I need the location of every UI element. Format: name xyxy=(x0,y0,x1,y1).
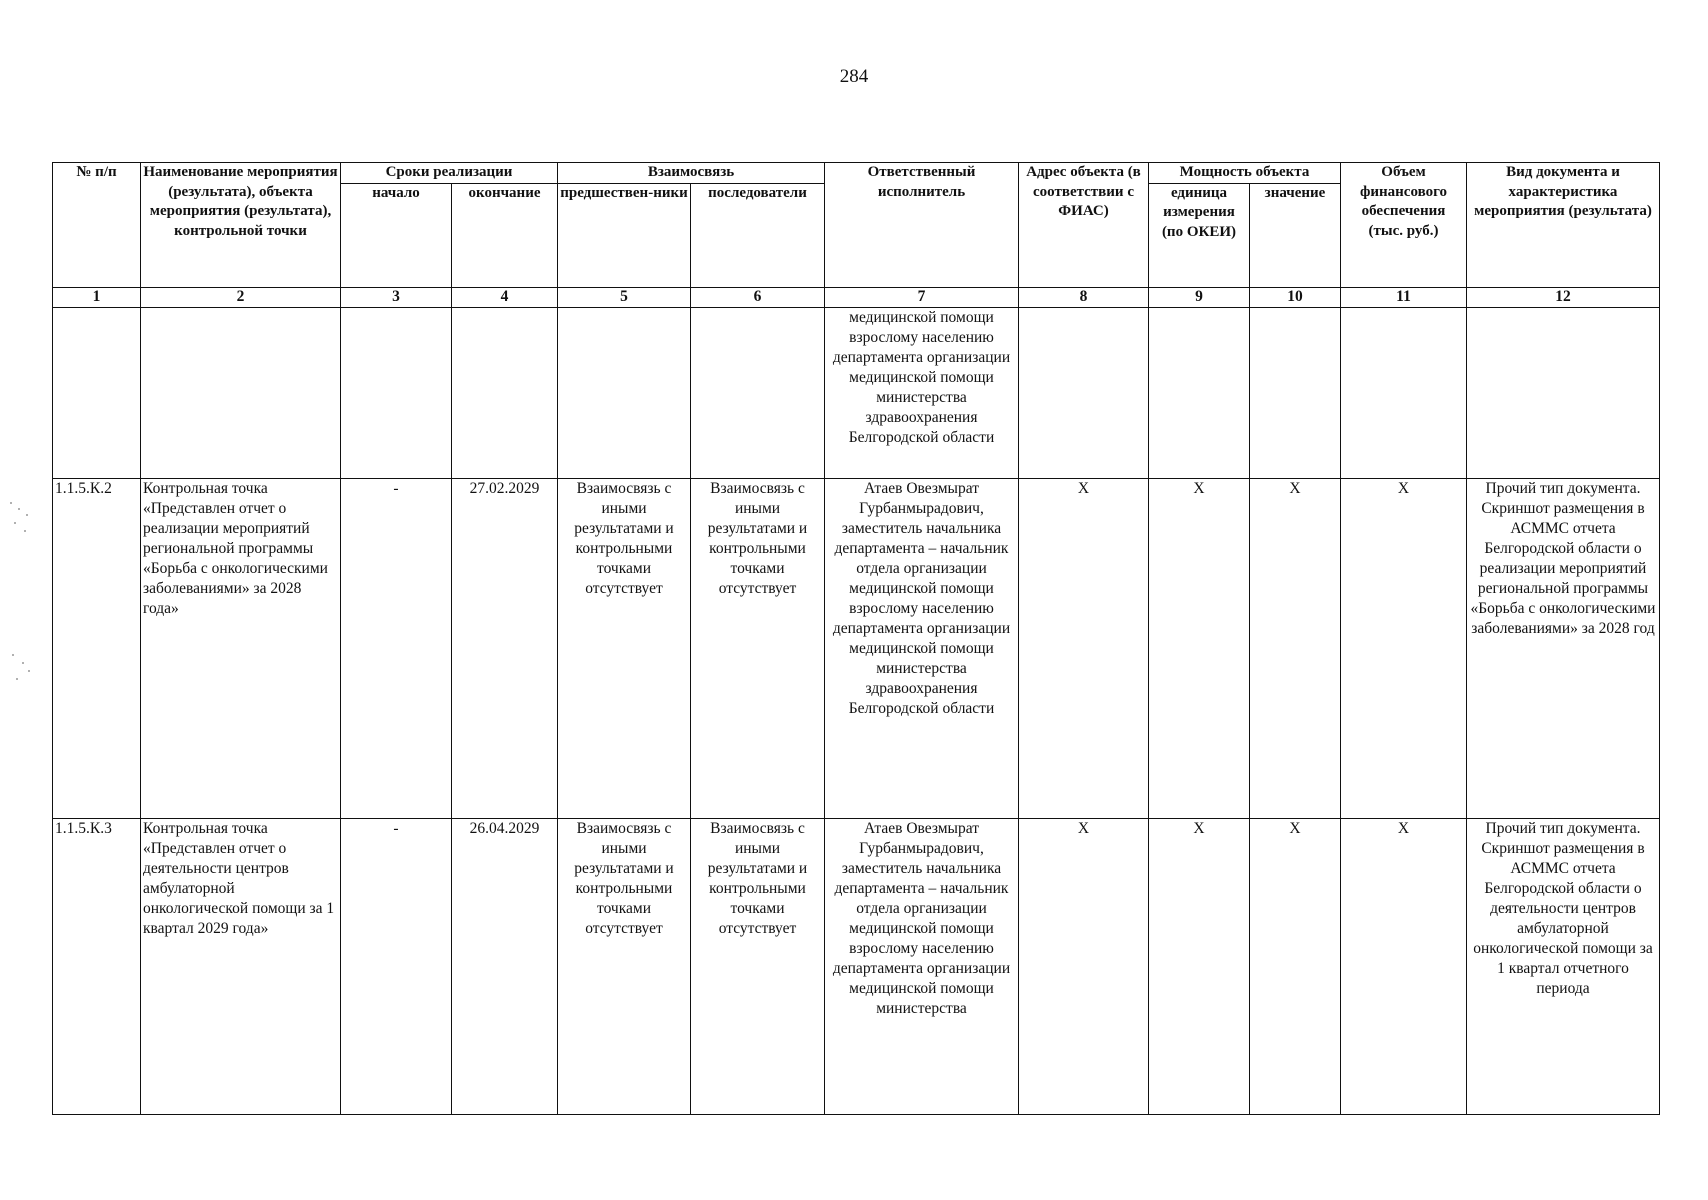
header-responsible: Ответственный исполнитель xyxy=(825,163,1019,288)
column-number: 12 xyxy=(1467,287,1660,307)
column-number: 2 xyxy=(141,287,341,307)
row-doc: Прочий тип документа. Скриншот размещения в АСММС отчета Белгородской области о деятельности центров амбулаторной онкологической помощи за 1 квартал отчетного периода xyxy=(1467,818,1660,1114)
row-responsible: Атаев Овезмырат Гурбанмырадович, заместитель начальника департамента – начальник отдела организации медицинской помощи взрослому населению департамента организации медицинской помощи министерства xyxy=(825,818,1019,1114)
header-relation: Взаимосвязь xyxy=(558,163,825,184)
scan-specks xyxy=(6,650,36,690)
column-number-row xyxy=(53,287,1660,307)
header-funding: Объем финансового обеспечения (тыс. руб.) xyxy=(1341,163,1467,288)
page-number: 284 xyxy=(839,66,869,87)
row-successors: Взаимосвязь с иными результатами и контрольными точками отсутствует xyxy=(691,478,825,818)
column-number: 7 xyxy=(825,287,1019,307)
header-value: значение xyxy=(1250,183,1341,287)
responsible-cell: медицинской помощи взрослому населению департамента организации медицинской помощи министерства здравоохранения Белгородской области xyxy=(825,307,1019,478)
row-start: - xyxy=(341,478,452,818)
row-end: 26.04.2029 xyxy=(452,818,558,1114)
header-terms: Сроки реализации xyxy=(341,163,558,184)
header-successors: последователи xyxy=(691,183,825,287)
column-number: 6 xyxy=(691,287,825,307)
row-start: - xyxy=(341,818,452,1114)
column-number: 11 xyxy=(1341,287,1467,307)
header-address: Адрес объекта (в соответствии с ФИАС) xyxy=(1019,163,1149,288)
column-number: 5 xyxy=(558,287,691,307)
row-predecessors: Взаимосвязь с иными результатами и контрольными точками отсутствует xyxy=(558,478,691,818)
header-end: окончание xyxy=(452,183,558,287)
row-end: 27.02.2029 xyxy=(452,478,558,818)
header-doc: Вид документа и характеристика мероприятия (результата) xyxy=(1467,163,1660,288)
row-name: Контрольная точка «Представлен отчет о деятельности центров амбулаторной онкологической помощи за 1 квартал 2029 года» xyxy=(141,818,341,1114)
row-predecessors: Взаимосвязь с иными результатами и контрольными точками отсутствует xyxy=(558,818,691,1114)
row-responsible: Атаев Овезмырат Гурбанмырадович, заместитель начальника департамента – начальник отдела организации медицинской помощи взрослому населению департамента организации медицинской помощи министерства здравоохранения Белгородской области xyxy=(825,478,1019,818)
row-number: 1.1.5.К.3 xyxy=(53,818,141,1114)
row-unit: X xyxy=(1149,478,1250,818)
header-name: Наименование мероприятия (результата), объекта мероприятия (результата), контрольной точки xyxy=(141,163,341,288)
scan-specks xyxy=(6,500,36,540)
table-row xyxy=(53,478,1660,818)
column-number: 3 xyxy=(341,287,452,307)
column-number: 10 xyxy=(1250,287,1341,307)
table-row xyxy=(53,818,1660,1114)
row-doc: Прочий тип документа. Скриншот размещения в АСММС отчета Белгородской области о реализации мероприятий региональной программы «Борьба с онкологическими заболеваниями» за 2028 год xyxy=(1467,478,1660,818)
row-funding: X xyxy=(1341,478,1467,818)
row-address: X xyxy=(1019,478,1149,818)
header-capacity: Мощность объекта xyxy=(1149,163,1341,184)
row-address: X xyxy=(1019,818,1149,1114)
column-number: 9 xyxy=(1149,287,1250,307)
row-name: Контрольная точка «Представлен отчет о реализации мероприятий региональной программы «Борьба с онкологическими заболеваниями» за 2028 года» xyxy=(141,478,341,818)
header-no: № п/п xyxy=(53,163,141,288)
row-unit: X xyxy=(1149,818,1250,1114)
row-value: X xyxy=(1250,478,1341,818)
row-number: 1.1.5.К.2 xyxy=(53,478,141,818)
continuation-row xyxy=(53,307,1660,478)
column-number: 1 xyxy=(53,287,141,307)
header-predecessors: предшествен-ники xyxy=(558,183,691,287)
row-value: X xyxy=(1250,818,1341,1114)
row-funding: X xyxy=(1341,818,1467,1114)
column-number: 4 xyxy=(452,287,558,307)
column-number: 8 xyxy=(1019,287,1149,307)
row-successors: Взаимосвязь с иными результатами и контрольными точками отсутствует xyxy=(691,818,825,1114)
header-unit: единица измерения (по ОКЕИ) xyxy=(1149,183,1250,287)
plan-table xyxy=(52,162,1660,1115)
header-start: начало xyxy=(341,183,452,287)
